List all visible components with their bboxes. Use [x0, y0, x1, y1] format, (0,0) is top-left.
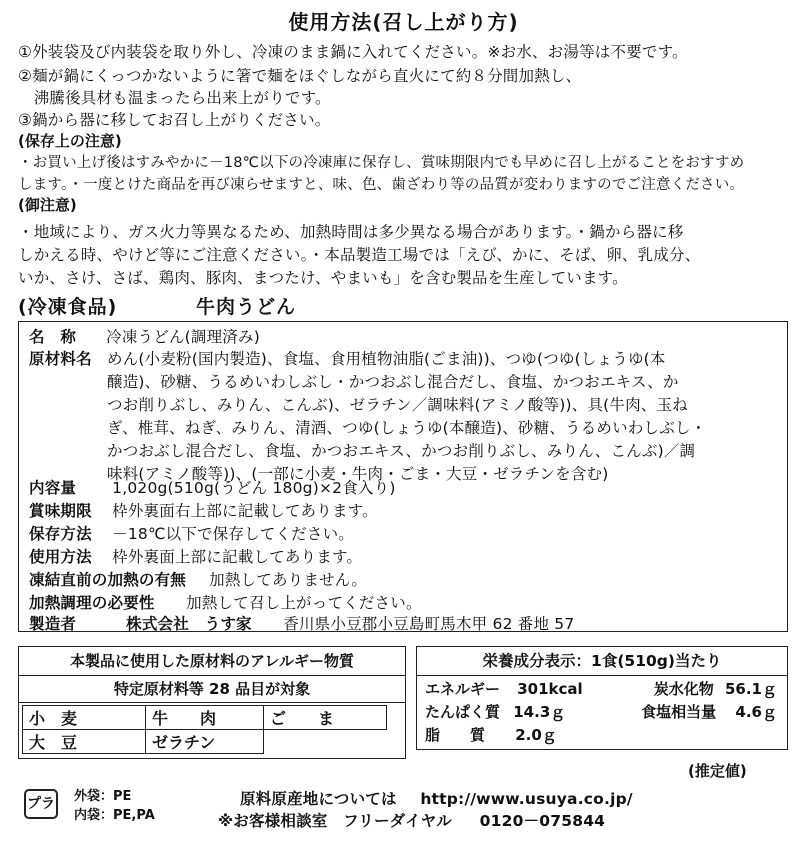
heated-label: 凍結直前の加熱の有無 — [29, 571, 187, 589]
phone-number[interactable]: 0120－075844 — [479, 812, 606, 830]
product-category: (冷凍食品) — [18, 296, 118, 318]
cooking-value: 加熱して召し上がってください。 — [186, 594, 422, 612]
energy-label: エネルギー — [425, 680, 501, 698]
maker-address: 香川県小豆郡小豆島町馬木甲 62 番地 57 — [283, 615, 575, 633]
ingredients-line-3: つお削りぶし、みりん、こんぶ)、ゼラチン／調味料(アミノ酸等))、具(牛肉、玉ね — [107, 396, 688, 414]
nutrition-title: 栄養成分表示：1食(510g)当たり — [417, 647, 787, 676]
maker-label: 製造者 — [29, 615, 77, 633]
usage-method-label: 使用方法 — [29, 548, 92, 566]
allergy-item: ゼラチン — [146, 730, 264, 754]
caution-line-2: しかえる時、やけど等にご注意ください。・本品製造工場では「えび、かに、そば、卵、乳成分、 — [18, 246, 701, 264]
allergy-item: 大 豆 — [23, 730, 146, 754]
product-name: 牛肉うどん — [196, 296, 297, 318]
allergy-item: ご ま — [264, 706, 387, 730]
storage-line-1: ・お買い上げ後はすみやかに－18℃以下の冷凍庫に保存し、賞味期限内でも早めに召し上がることをおすすめ — [18, 155, 745, 171]
caution-heading: (御注意) — [18, 196, 77, 214]
fat-value: 2.0ｇ — [515, 726, 557, 744]
content-value: 1,020g(510g(うどん 180g)×2食入り) — [112, 479, 396, 497]
inner-bag-label: 内袋： — [74, 808, 114, 823]
maker-company: 株式会社 うす家 — [126, 615, 252, 633]
packaging-materials — [74, 787, 155, 825]
carb-label: 炭水化物 — [653, 680, 714, 698]
ingredients-line-4: ぎ、椎茸、ねぎ、みりん、清酒、つゆ(しょうゆ(本醸造)、砂糖、うるめいわしぶし・ — [107, 419, 707, 437]
protein-label: たんぱく質 — [425, 703, 501, 721]
allergy-item: 牛 肉 — [146, 706, 264, 730]
nutrition-note: (推定値) — [688, 762, 747, 780]
inner-bag-value: PE,PA — [113, 808, 155, 823]
protein-value: 14.3ｇ — [513, 703, 566, 721]
storage-method-value: －18℃以下で保存してください。 — [112, 525, 354, 543]
allergy-subtitle: 特定原材料等 28 品目が対象 — [19, 676, 405, 703]
storage-line-2: します。・一度とけた商品を再び凍らせますと、味、色、歯ざわり等の品質が変わりますのでご注意ください。 — [18, 177, 745, 193]
carb-value: 56.1ｇ — [724, 680, 777, 698]
usage-line-2: ②麺が鍋にくっつかないように箸で麺をほぐしながら直火にて約８分間加熱し、 — [18, 67, 582, 85]
outer-bag-value: PE — [113, 789, 132, 804]
usage-line-1: ①外装袋及び内装袋を取り外し、冷凍のまま鍋に入れてください。※お水、お湯等は不要です。 — [18, 43, 688, 61]
name-label: 名 称 — [29, 328, 77, 346]
allergy-row — [23, 706, 387, 730]
bestbefore-label: 賞味期限 — [29, 502, 92, 520]
origin-label: 原料原産地については — [240, 790, 397, 808]
usage-line-4: ③鍋から器に移してお召し上がりください。 — [18, 111, 331, 129]
ingredients-line-2: 醸造)、砂糖、うるめいわしぶし・かつおぶし混合だし、食塩、かつおエキス、か — [107, 373, 679, 391]
usage-method-value: 枠外裏面上部に記載してあります。 — [112, 548, 363, 566]
storage-heading: (保存上の注意) — [18, 132, 122, 150]
content-label: 内容量 — [29, 479, 77, 497]
caution-line-1: ・地域により、ガス火力等異なるため、加熱時間は多少異なる場合があります。・鍋から器に移 — [18, 223, 684, 241]
allergy-table — [22, 705, 387, 754]
ingredients-line-6: 味料(アミノ酸等))、(一部に小麦・牛肉・ごま・大豆・ゼラチンを含む) — [107, 465, 609, 483]
label-box — [18, 321, 788, 632]
storage-method-label: 保存方法 — [29, 525, 92, 543]
recycle-mark-icon: プラ — [24, 789, 58, 819]
consult-label: ※お客様相談室 フリーダイヤル — [218, 812, 452, 830]
fat-label: 脂 質 — [425, 726, 486, 744]
name-value: 冷凍うどん(調理済み) — [106, 328, 260, 346]
outer-bag-label: 外袋： — [74, 789, 114, 804]
cooking-label: 加熱調理の必要性 — [29, 594, 155, 612]
usage-title: 使用方法(召し上がり方) — [288, 10, 519, 34]
allergy-item: 小 麦 — [23, 706, 146, 730]
salt-label: 食塩相当量 — [641, 703, 717, 721]
ingredients-line-5: かつおぶし混合だし、食塩、かつおエキス、かつお削りぶし、みりん、こんぶ)／調 — [107, 442, 696, 460]
caution-line-3: いか、さけ、さば、鶏肉、豚肉、まつたけ、やまいも」を含む製品を生産しています。 — [18, 269, 628, 287]
bestbefore-value: 枠外裏面右上部に記載してあります。 — [112, 502, 378, 520]
usage-line-3: 沸騰後具材も温まったら出来上がりです。 — [18, 89, 331, 107]
nutrition-box — [416, 646, 788, 750]
energy-value: 301kcal — [517, 680, 583, 698]
website-link[interactable]: http://www.usuya.co.jp/ — [420, 790, 633, 808]
ingredients-line-1: めん(小麦粉(国内製造)、食塩、食用植物油脂(ごま油))、つゆ(つゆ(しょうゆ(本 — [107, 350, 666, 368]
salt-value: 4.6ｇ — [735, 703, 777, 721]
allergy-title: 本製品に使用した原材料のアレルギー物質 — [19, 647, 405, 676]
allergy-box — [18, 646, 406, 759]
ingredients-label: 原材料名 — [29, 350, 92, 368]
allergy-row — [23, 730, 387, 754]
heated-value: 加熱してありません。 — [209, 571, 368, 589]
